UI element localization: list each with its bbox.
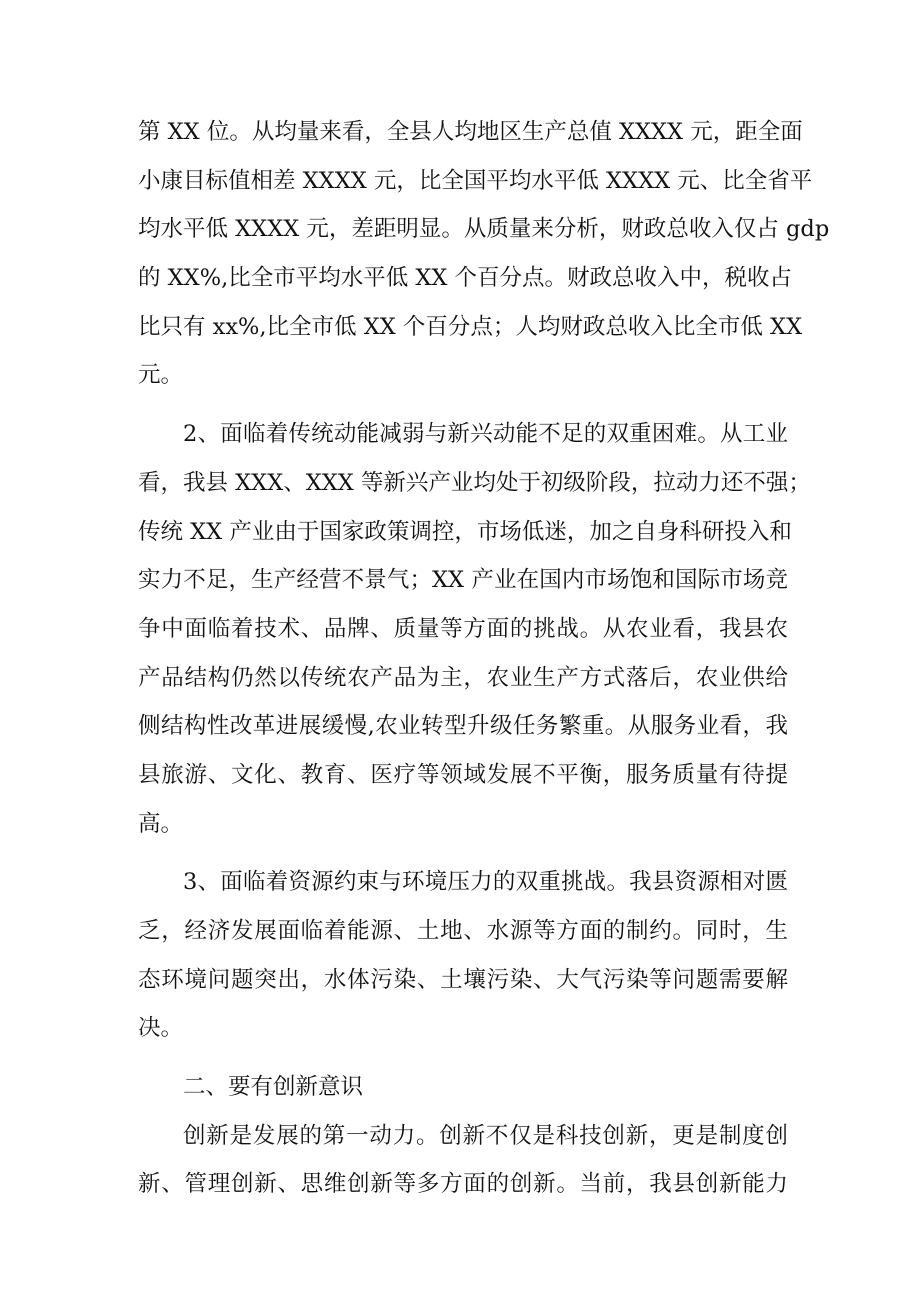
text-line: 创新是发展的第一动力。创新不仅是科技创新，更是制度创 bbox=[183, 1122, 788, 1149]
text-line: 实力不足，生产经营不景气；XX 产业在国内市场饱和国际市场竞 bbox=[138, 567, 788, 594]
paragraph-resource-constraints bbox=[138, 858, 788, 1053]
text-line: 争中面临着技术、品牌、质量等方面的挑战。从农业看，我县农 bbox=[138, 615, 788, 642]
text-line: 3、面临着资源约束与环境压力的双重挑战。我县资源相对匮 bbox=[183, 869, 788, 896]
text-line: 传统 XX 产业由于国家政策调控，市场低迷，加之自身科研投入和 bbox=[138, 518, 792, 545]
paragraph-growth-drivers bbox=[138, 410, 811, 848]
text-line: 元。 bbox=[138, 362, 184, 389]
text-line: 2、面临着传统动能减弱与新兴动能不足的双重困难。从工业 bbox=[183, 421, 788, 448]
paragraph-gdp-comparison bbox=[138, 108, 830, 400]
text-line: 县旅游、文化、教育、医疗等领域发展不平衡，服务质量有待提 bbox=[138, 761, 788, 788]
section-heading: 二、要有创新意识 bbox=[183, 1074, 364, 1101]
text-line: 决。 bbox=[138, 1015, 184, 1042]
document-body bbox=[138, 108, 830, 1209]
text-line: 产品结构仍然以传统农产品为主，农业生产方式落后，农业供给 bbox=[138, 664, 788, 691]
text-line: 高。 bbox=[138, 810, 184, 837]
text-line: 第 XX 位。从均量来看，全县人均地区生产总值 XXXX 元，距全面 bbox=[138, 119, 803, 145]
text-line: 的 XX%,比全市平均水平低 XX 个百分点。财政总收入中，税收占 bbox=[138, 265, 793, 292]
text-line: 新、管理创新、思维创新等多方面的创新。当前，我县创新能力 bbox=[138, 1171, 788, 1198]
text-line: 乏，经济发展面临着能源、土地、水源等方面的制约。同时，生 bbox=[138, 918, 788, 944]
text-line: 比只有 xx%,比全市低 XX 个百分点；人均财政总收入比全市低 XX bbox=[138, 313, 803, 340]
text-line: 侧结构性改革进展缓慢,农业转型升级任务繁重。从服务业看，我 bbox=[138, 713, 788, 740]
text-line: 态环境问题突出，水体污染、土壤污染、大气污染等问题需要解 bbox=[138, 966, 788, 993]
text-line: 看，我县 XXX、XXX 等新兴产业均处于初级阶段，拉动力还不强； bbox=[138, 469, 811, 496]
paragraph-innovation bbox=[138, 1112, 788, 1209]
text-line: 小康目标值相差 XXXX 元，比全国平均水平低 XXXX 元、比全省平 bbox=[138, 167, 813, 194]
text-line: 均水平低 XXXX 元，差距明显。从质量来分析，财政总收入仅占 gdp bbox=[138, 216, 830, 243]
